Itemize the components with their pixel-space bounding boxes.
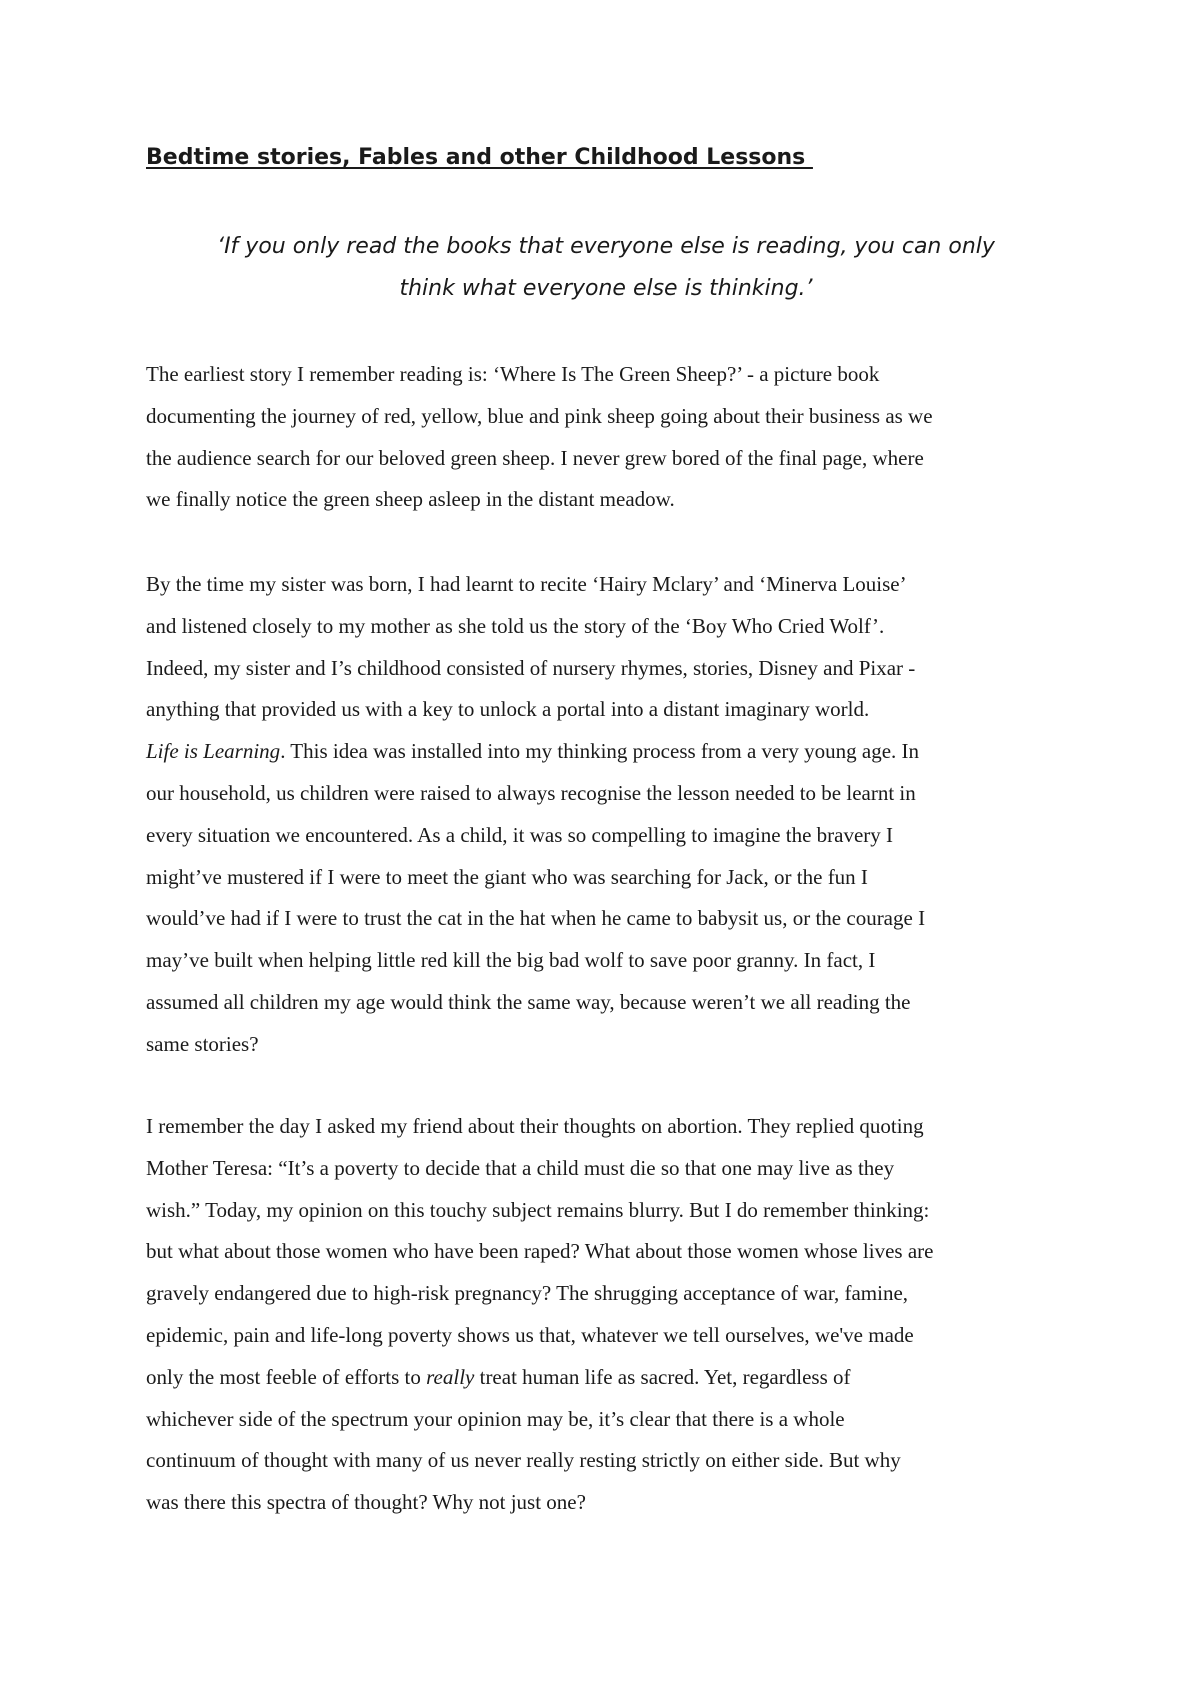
text-line: would’ve had if I were to trust the cat in the hat when he came to babysit us, or the courage I <box>146 906 926 931</box>
document-title: Bedtime stories, Fables and other Childhood Lessons <box>146 145 813 170</box>
epigraph-line: think what everyone else is thinking.’ <box>399 276 813 301</box>
text-line: continuum of thought with many of us never really resting strictly on either side. But why <box>146 1448 901 1473</box>
text-line: may’ve built when helping little red kill the big bad wolf to save poor granny. In fact, I <box>146 948 876 973</box>
text-line: Mother Teresa: “It’s a poverty to decide that a child must die so that one may live as they <box>146 1155 895 1180</box>
text-fragment: only the most feeble of efforts to <box>146 1364 427 1389</box>
text-fragment: treat human life as sacred. Yet, regardless of <box>474 1364 851 1389</box>
text-line <box>146 1357 1086 1399</box>
text-line: might’ve mustered if I were to meet the giant who was searching for Jack, or the fun I <box>146 864 868 889</box>
text-line: I remember the day I asked my friend about their thoughts on abortion. They replied quoting <box>146 1114 924 1138</box>
text-line: epidemic, pain and life-long poverty shows us that, whatever we tell ourselves, we've made <box>146 1322 914 1347</box>
text-line: but what about those women who have been raped? What about those women whose lives are <box>146 1239 934 1264</box>
text-line: assumed all children my age would think the same way, because weren’t we all reading the <box>146 989 911 1014</box>
paragraph-childhood <box>146 564 1086 1066</box>
paragraph-abortion <box>146 1106 1086 1524</box>
italic-phrase: Life is Learning <box>146 739 281 764</box>
text-line: wish.” Today, my opinion on this touchy subject remains blurry. But I do remember thinking: <box>146 1197 930 1222</box>
paragraph-green-sheep <box>146 354 1086 521</box>
italic-word: really <box>426 1364 475 1389</box>
text-line <box>146 731 1086 773</box>
text-line: gravely endangered due to high-risk pregnancy? The shrugging acceptance of war, famine, <box>146 1281 909 1306</box>
text-line: we finally notice the green sheep asleep in the distant meadow. <box>146 487 675 512</box>
text-line: By the time my sister was born, I had learnt to recite ‘Hairy Mclary’ and ‘Minerva Louise’ <box>146 572 907 596</box>
epigraph-line: ‘If you only read the books that everyone else is reading, you can only <box>217 234 995 259</box>
text-line: was there this spectra of thought? Why not just one? <box>146 1490 586 1515</box>
text-fragment: . This idea was installed into my thinking process from a very young age. In <box>280 739 920 764</box>
text-line: the audience search for our beloved green sheep. I never grew bored of the final page, where <box>146 445 924 470</box>
text-line: whichever side of the spectrum your opinion may be, it’s clear that there is a whole <box>146 1406 845 1431</box>
text-line: Indeed, my sister and I’s childhood consisted of nursery rhymes, stories, Disney and Pixar - <box>146 655 916 680</box>
epigraph-quote <box>146 226 1066 310</box>
text-line: documenting the journey of red, yellow, blue and pink sheep going about their business as we <box>146 403 933 428</box>
text-line: The earliest story I remember reading is: ‘Where Is The Green Sheep?’ - a picture book <box>146 362 880 386</box>
text-line: every situation we encountered. As a child, it was so compelling to imagine the bravery I <box>146 822 894 847</box>
text-line: same stories? <box>146 1031 259 1056</box>
text-line: and listened closely to my mother as she told us the story of the ‘Boy Who Cried Wolf’. <box>146 613 885 638</box>
text-line: anything that provided us with a key to unlock a portal into a distant imaginary world. <box>146 697 870 722</box>
text-line: our household, us children were raised to always recognise the lesson needed to be learnt in <box>146 780 916 805</box>
